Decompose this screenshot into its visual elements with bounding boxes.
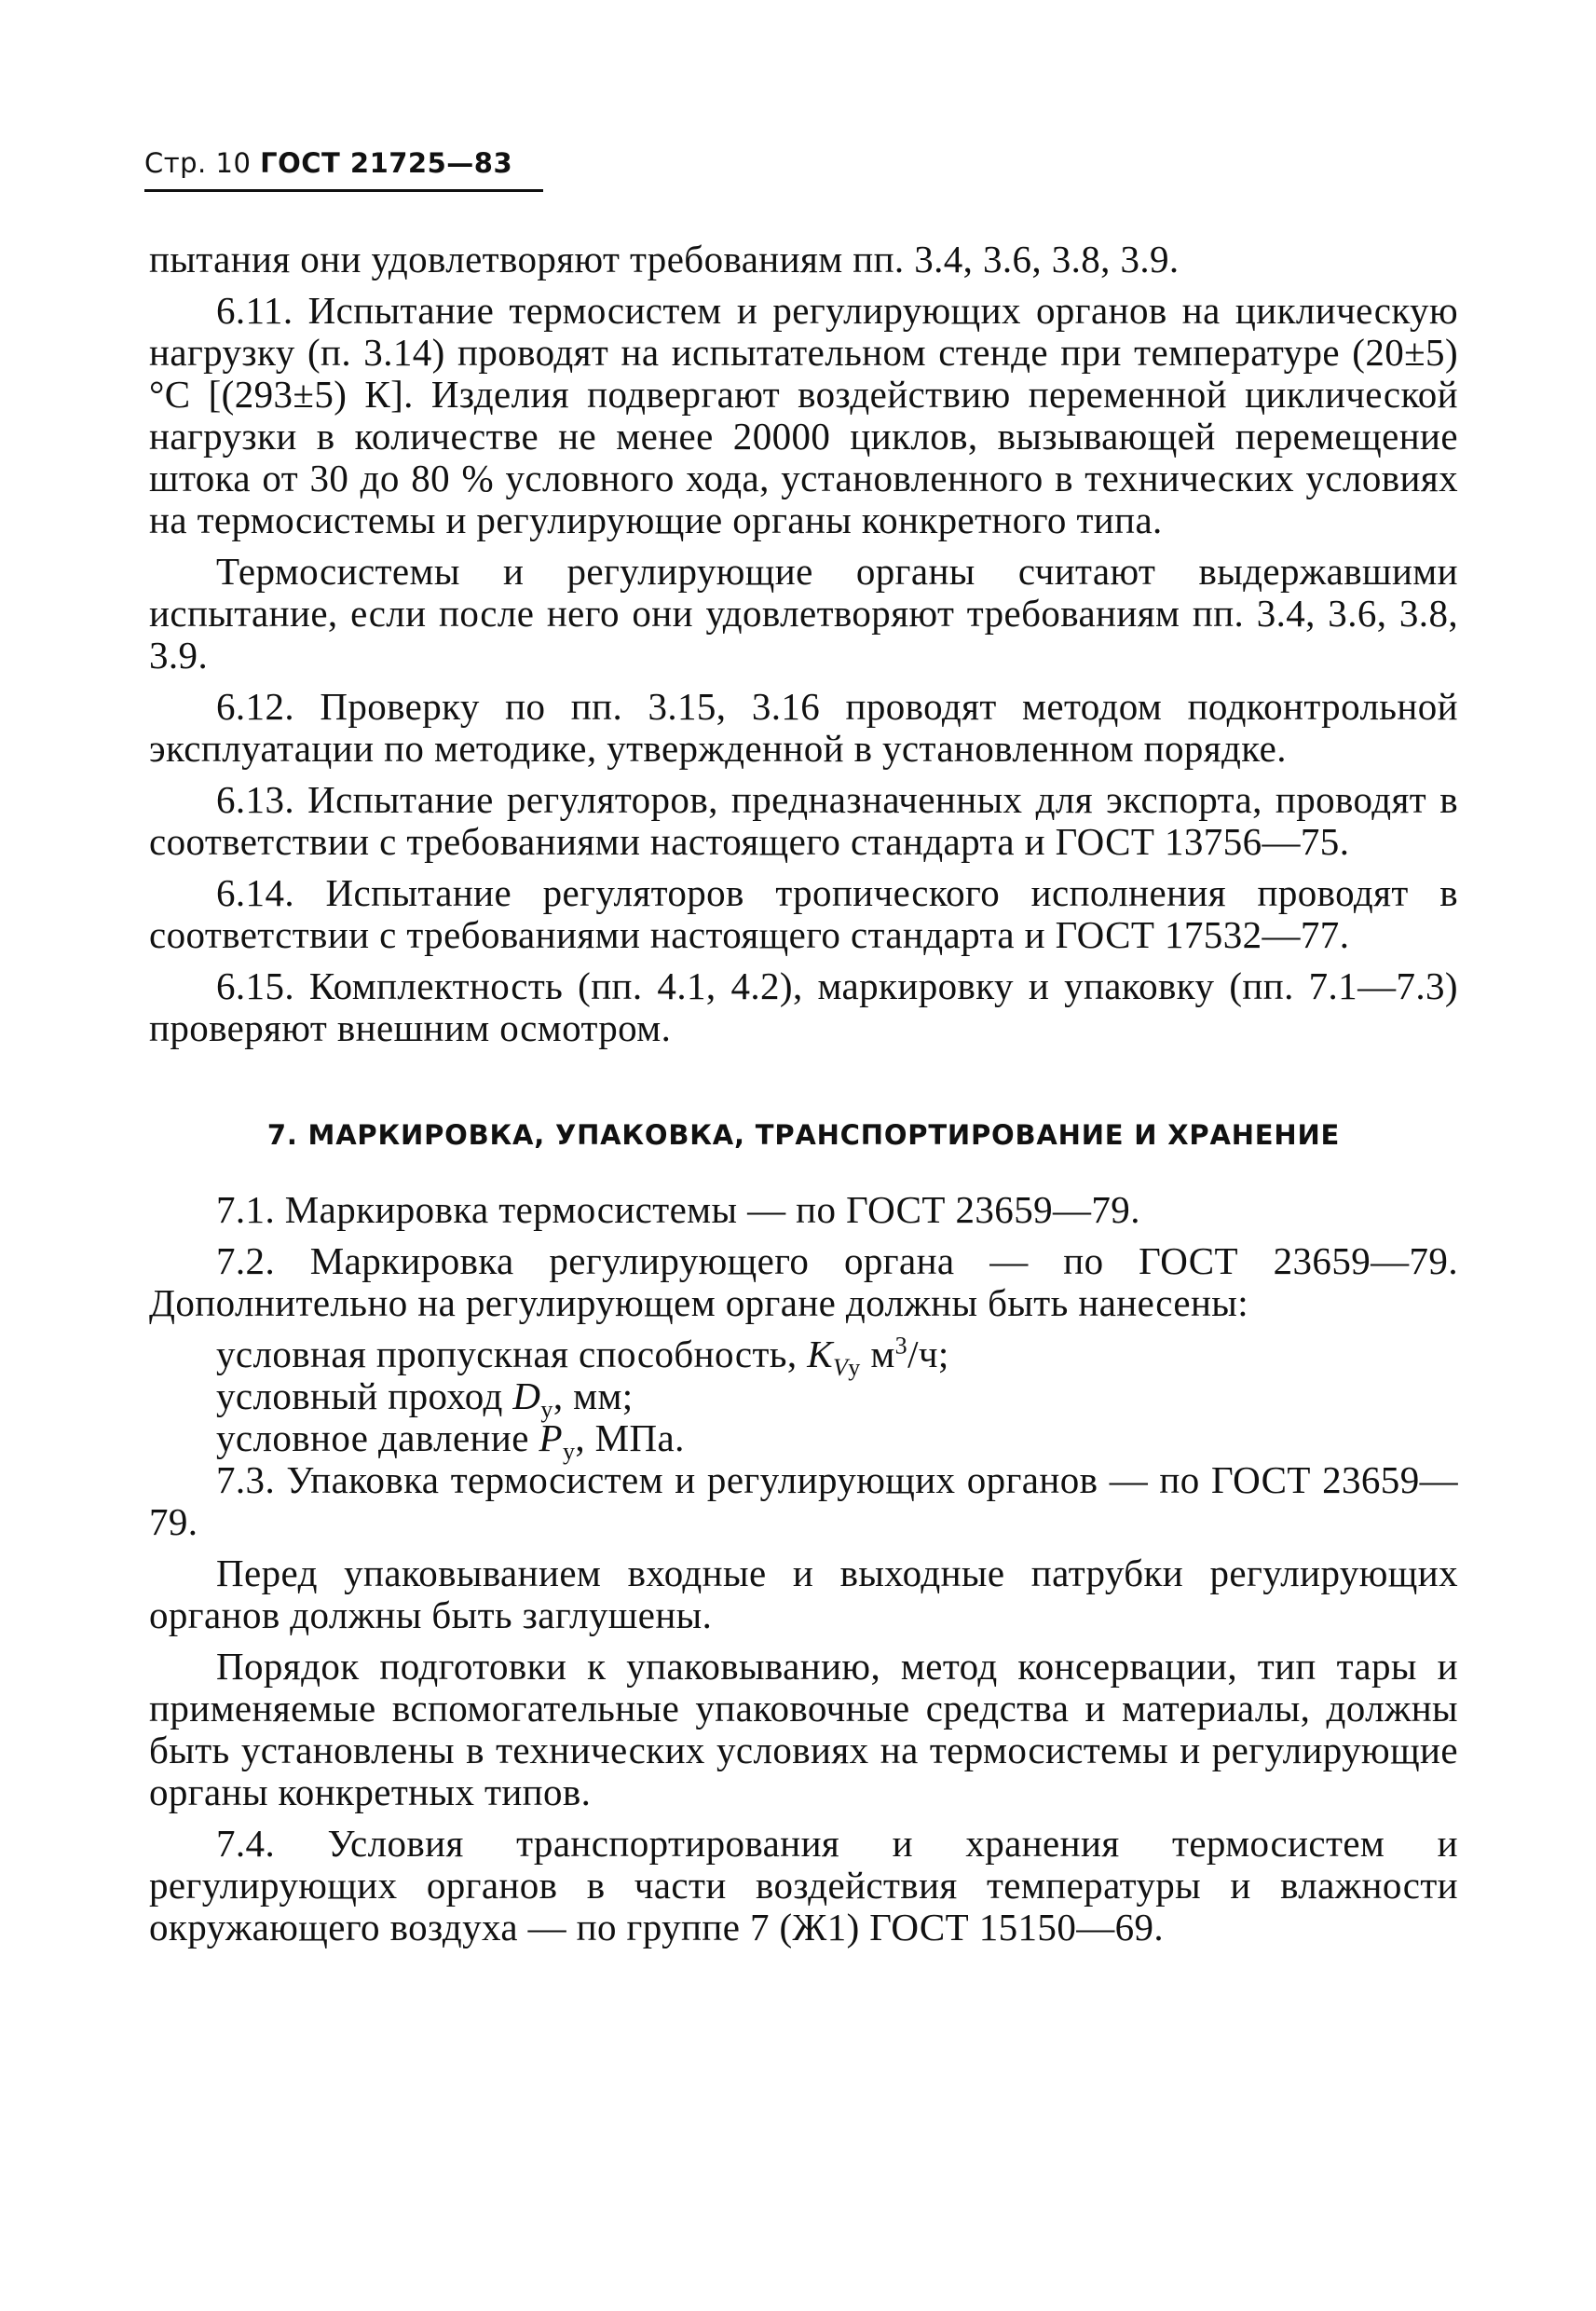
unit-exponent: 3 [894, 1332, 908, 1360]
paragraph-6-15: 6.15. Комплектность (пп. 4.1, 4.2), маркировку и упаковку (пп. 7.1—7.3) проверяют внешним осмотром. [149, 964, 1458, 1049]
subscript-y: у [848, 1354, 861, 1382]
page-number: Стр. 10 [144, 147, 252, 179]
paragraph-7-3: 7.3. Упаковка термосистем и регулирующих органов — по ГОСТ 23659—79. [149, 1458, 1458, 1543]
paragraph-6-11-result: Термосистемы и регулирующие органы считают выдержавшими испытание, если после него они удовлетворяют требованиям пп. 3.4, 3.6, 3.8, 3.9. [149, 550, 1458, 677]
paragraph-6-12: 6.12. Проверку по пп. 3.15, 3.16 проводят методом подконтрольной эксплуатации по методике, утвержденной в установленном порядке. [149, 685, 1458, 770]
paragraph-7-3-procedure: Порядок подготовки к упаковыванию, метод консервации, тип тары и применяемые вспомогательные упаковочные средства и материалы, должны быть установлены в технических условиях на термосистемы и регулирующие органы конкретных типов. [149, 1645, 1458, 1813]
list-item-nominal-bore [149, 1374, 1458, 1424]
paragraph-6-14: 6.14. Испытание регуляторов тропического исполнения проводят в соответствии с требованиями настоящего стандарта и ГОСТ 17532—77. [149, 871, 1458, 956]
paragraph-7-3-plugs: Перед упаковыванием входные и выходные патрубки регулирующих органов должны быть заглушены. [149, 1552, 1458, 1636]
unit-m: м [860, 1333, 895, 1375]
symbol-p: P [539, 1416, 563, 1459]
unit-per-hour: /ч; [907, 1333, 949, 1375]
paragraph-6-11: 6.11. Испытание термосистем и регулирующих органов на циклическую нагрузку (п. 3.14) проводят на испытательном стенде при температуре (20±5) °С [(293±5) К]. Изделия подвергают воздействию переменной циклической нагрузки в количестве не менее 20000 циклов, вызывающей перемещение штока от 30 до 80 % условного хода, установленного в технических условиях на термосистемы и регулирующие органы конкретного типа. [149, 289, 1458, 541]
subscript-y: у [562, 1438, 576, 1466]
unit-mm: , мм; [552, 1374, 634, 1417]
unit-mpa: , МПа. [575, 1416, 685, 1459]
paragraph-continuation: пытания они удовлетворяют требованиям пп. 3.4, 3.6, 3.8, 3.9. [149, 238, 1180, 280]
symbol-k: K [807, 1333, 833, 1375]
list-item-flow-capacity [149, 1332, 1458, 1382]
item-text: условная пропускная способность, [216, 1333, 808, 1375]
section-7-heading: 7. МАРКИРОВКА, УПАКОВКА, ТРАНСПОРТИРОВАНИЕ И ХРАНЕНИЕ [266, 1119, 1341, 1151]
paragraph-7-4: 7.4. Условия транспортирования и хранения термосистем и регулирующих органов в части воздействия температуры и влажности окружающего воздуха — по группе 7 (Ж1) ГОСТ 15150—69. [149, 1822, 1458, 1949]
document-body [149, 239, 1458, 1949]
item-text: условный проход [216, 1374, 513, 1417]
list-item-nominal-pressure [149, 1416, 1458, 1466]
paragraph-6-13: 6.13. Испытание регуляторов, предназначенных для экспорта, проводят в соответствии с требованиями настоящего стандарта и ГОСТ 13756—75. [149, 778, 1458, 863]
paragraph-7-1: 7.1. Маркировка термосистемы — по ГОСТ 23659—79. [216, 1188, 1140, 1231]
symbol-d: D [512, 1374, 541, 1417]
item-text: условное давление [216, 1416, 539, 1459]
subscript-v: V [832, 1354, 849, 1382]
page-header [144, 147, 512, 179]
paragraph-7-2: 7.2. Маркировка регулирующего органа — по ГОСТ 23659—79. Дополнительно на регулирующем органе должны быть нанесены: [149, 1239, 1458, 1324]
header-rule [144, 189, 543, 192]
standard-number: ГОСТ 21725—83 [260, 147, 513, 179]
subscript-y: у [540, 1396, 553, 1424]
